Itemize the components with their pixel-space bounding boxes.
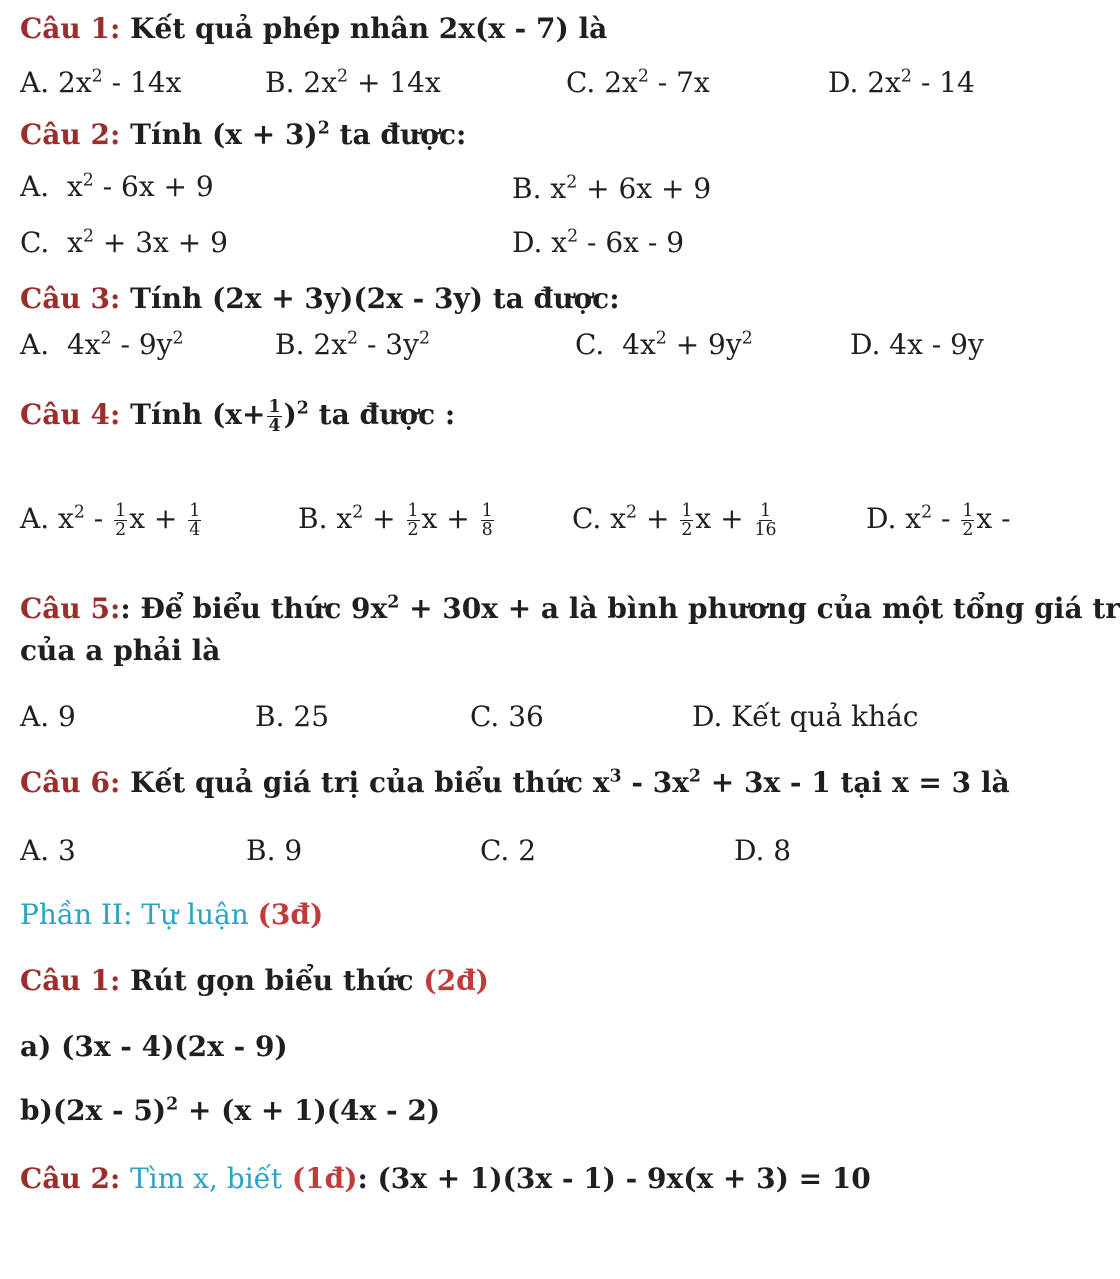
q6-option-d: D. 8 [734,834,792,867]
q4-option-d: D. $x^2$ - $\frac{1}{2}$ x - [866,501,1011,541]
question-4-text: Tính (x+ $\frac{1}{4}$ )$^2$ ta được : [130,397,456,437]
q4-option-b: B. $x^2$ + $\frac{1}{2}$ x + $\frac{1}{8}$ [298,501,493,541]
question-5-text: : Để biểu thức $9x^2 + 30x + a$ là bình phương của một tổng giá tr [120,592,1120,625]
essay-question-1-text: Rút gọn biểu thức [130,964,414,997]
q3-option-d: D. 4x - 9y [850,328,984,361]
question-1-text: Kết quả phép nhân 2x(x - 7) là [130,12,608,45]
essay-question-1-part-b: b)(2x - 5)$^2$ + (x + 1)(4x - 2) [20,1094,441,1127]
essay-question-1-points: (2đ) [423,964,489,997]
q1-option-b: B. $2x^2 + 14x$ [265,66,441,99]
q1-option-c: C. $2x^2 - 7x$ [566,66,710,99]
q2-option-b: B. $x^2 + 6x + 9$ [512,172,712,205]
question-4-label: Câu 4: [20,398,121,432]
q5-option-d: D. Kết quả khác [692,700,919,733]
question-2-text: Tính (x + 3) [130,118,318,151]
question-6-text: Kết quả giá trị của biểu thức $x^3 - 3x^2 + 3x - 1$ tại x = 3 là [130,766,1010,799]
essay-question-1-part-a: a) (3x - 4)(2x - 9) [20,1030,288,1063]
section-2-heading [20,898,323,931]
question-2-label: Câu 2: [20,118,121,151]
q5-option-b: B. 25 [255,700,330,733]
question-3 [20,282,620,315]
q4-option-c: C. $x^2$ + $\frac{1}{2}$ x + $\frac{1}{16}$ [572,501,777,541]
q1-option-a: A. $2x^2 - 14x$ [20,66,182,99]
q2-option-a: A. $x^2 - 6x + 9$ [20,170,214,203]
q3-option-b: B. $2x^2 - 3y^2$ [275,328,430,361]
question-1-label: Câu 1: [20,12,121,45]
question-6-label: Câu 6: [20,766,121,799]
q3-option-c: C. $4x^2 + 9y^2$ [575,328,753,361]
q5-option-a: A. 9 [20,700,76,733]
q1-option-d: D. $2x^2 - 14$ [828,66,975,99]
q6-option-c: C. 2 [480,834,537,867]
question-1 [20,12,607,45]
question-3-text: Tính (2x + 3y)(2x - 3y) ta được: [130,282,620,315]
essay-question-2-expression: : (3x + 1)(3x - 1) - 9x(x + 3) = 10 [357,1162,871,1195]
essay-question-1 [20,964,489,997]
essay-question-1-label: Câu 1: [20,964,121,997]
question-3-label: Câu 3: [20,282,121,315]
section-2-title: Phần II: Tự luận [20,898,249,931]
essay-question-2-text: Tìm x, biết [130,1162,283,1195]
essay-question-2 [20,1162,871,1195]
q4-option-a: A. $x^2$ - $\frac{1}{2}$ x + $\frac{1}{4}$ [20,501,201,541]
q5-option-c: C. 36 [470,700,544,733]
question-5-label: Câu 5: [20,592,121,625]
question-5 [20,592,1120,625]
q2-option-c: C. $x^2 + 3x + 9$ [20,226,228,259]
q2-option-d: D. $x^2 - 6x - 9$ [512,226,685,259]
question-2: Câu 2: Tính $(x + 3)^2$ ta được: [20,118,467,151]
question-5-line-2: của a phải là [20,634,221,667]
essay-question-2-label: Câu 2: [20,1162,121,1195]
section-2-points: (3đ) [257,898,324,931]
q6-option-a: A. 3 [20,834,76,867]
essay-question-2-points: (1đ) [291,1162,358,1195]
q6-option-b: B. 9 [246,834,303,867]
question-6 [20,766,1010,799]
question-4 [20,398,455,435]
q3-option-a: A. $4x^2 - 9y^2$ [20,328,184,361]
